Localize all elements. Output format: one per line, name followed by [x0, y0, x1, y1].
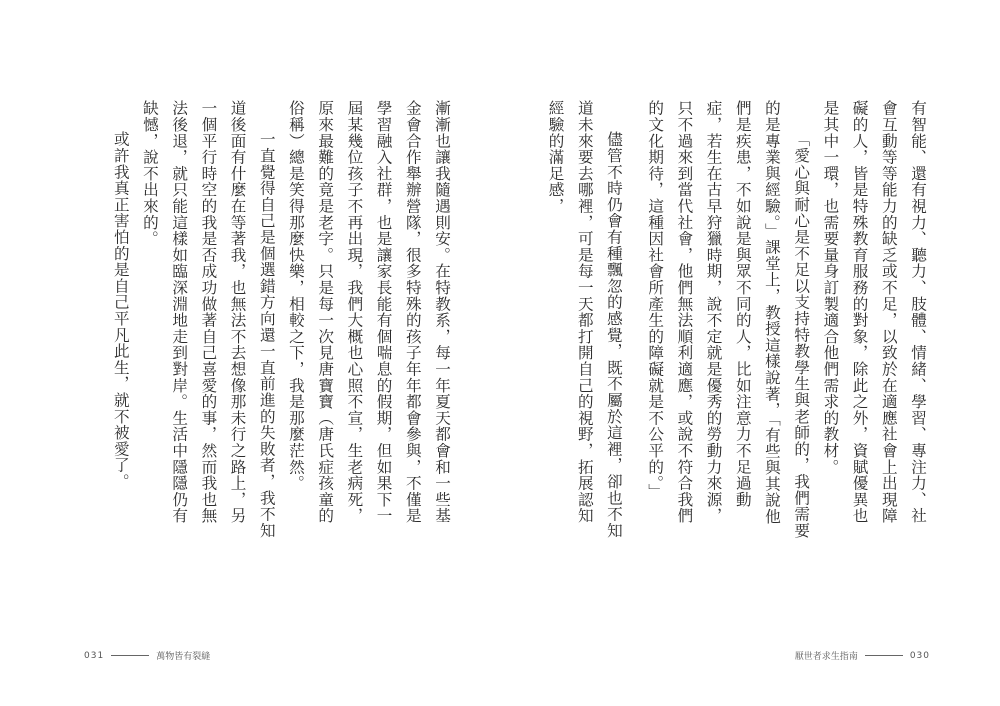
right-paragraph-2: 「愛心與耐心是不足以支持特教學生與老師的，我們需要的是專業與經驗。」課堂上，教授這樣說著，「有些與其說他們是疾患，不如說是與眾不同的人，比如注意力不足過動症，若生在古早狩獵時期，說不定就是優秀的勞動力來源，只不過來到當代社會，他們無法順利適應，或說不符合我們的文化期待，這種因社會所產生的障礙就是不公平的。」 — [646, 100, 811, 539]
left-page-footer — [84, 649, 210, 662]
right-running-title: 厭世者求生指南 — [794, 652, 858, 662]
left-paragraph-1: 漸漸也讓我隨遇則安。在特教系，每一年夏天都會和一些基金會合作舉辦營隊，很多特殊的孩子年年都會參與，不僅是學習融入社群，也是讓家長能有個喘息的假期，但如果下一屆某幾位孩子不再出現，我們大概也心照不宣，生老病死，原來最難的竟是老字。只是每一次見唐寶寶（唐氏症孩童的俗稱）總是笑得那麼快樂，相較之下，我是那麼茫然。 — [286, 100, 451, 524]
right-paragraph-spacer — [628, 100, 640, 540]
right-paragraph-1: 有智能、還有視力、聽力、肢體、情緒、學習、專注力、社會互動等等能力的缺乏或不足，以致於在適應社會上出現障礙的人，皆是特殊教育服務的對象，除此之外，資賦優異也是其中一環，也需要量身訂製適合他們需求的教材。 — [821, 100, 927, 524]
left-page-text — [66, 100, 456, 540]
left-paragraph-3: 或許我真正害怕的是自己平凡此生，就不被愛了。 — [111, 131, 130, 490]
footer-rule — [111, 655, 149, 656]
left-paragraph-2: 一直覺得自己是個選錯方向還一直前進的失敗者，我不知道後面有什麼在等著我，也無法不去想像那未行之路上，另一個平行時空的我是否成功做著自己喜愛的事，然而我也無法後退，就只能這樣如臨深淵地走到對岸。生活中隱隱仍有缺憾，說不出來的。 — [140, 100, 276, 539]
right-page-text — [532, 100, 932, 540]
left-page-number: 031 — [84, 650, 105, 661]
right-page-number: 030 — [909, 650, 930, 661]
right-paragraph-3: 儘管不時仍會有種飄忽的感覺，既不屬於這裡，卻也不知道未來要去哪裡，可是每一天都打開自己的視野，拓展認知經驗的滿足感， — [546, 100, 623, 539]
footer-rule — [865, 655, 903, 656]
right-page-footer — [795, 649, 930, 662]
left-running-title: 萬物皆有裂縫 — [156, 652, 211, 662]
right-page — [500, 0, 1000, 706]
